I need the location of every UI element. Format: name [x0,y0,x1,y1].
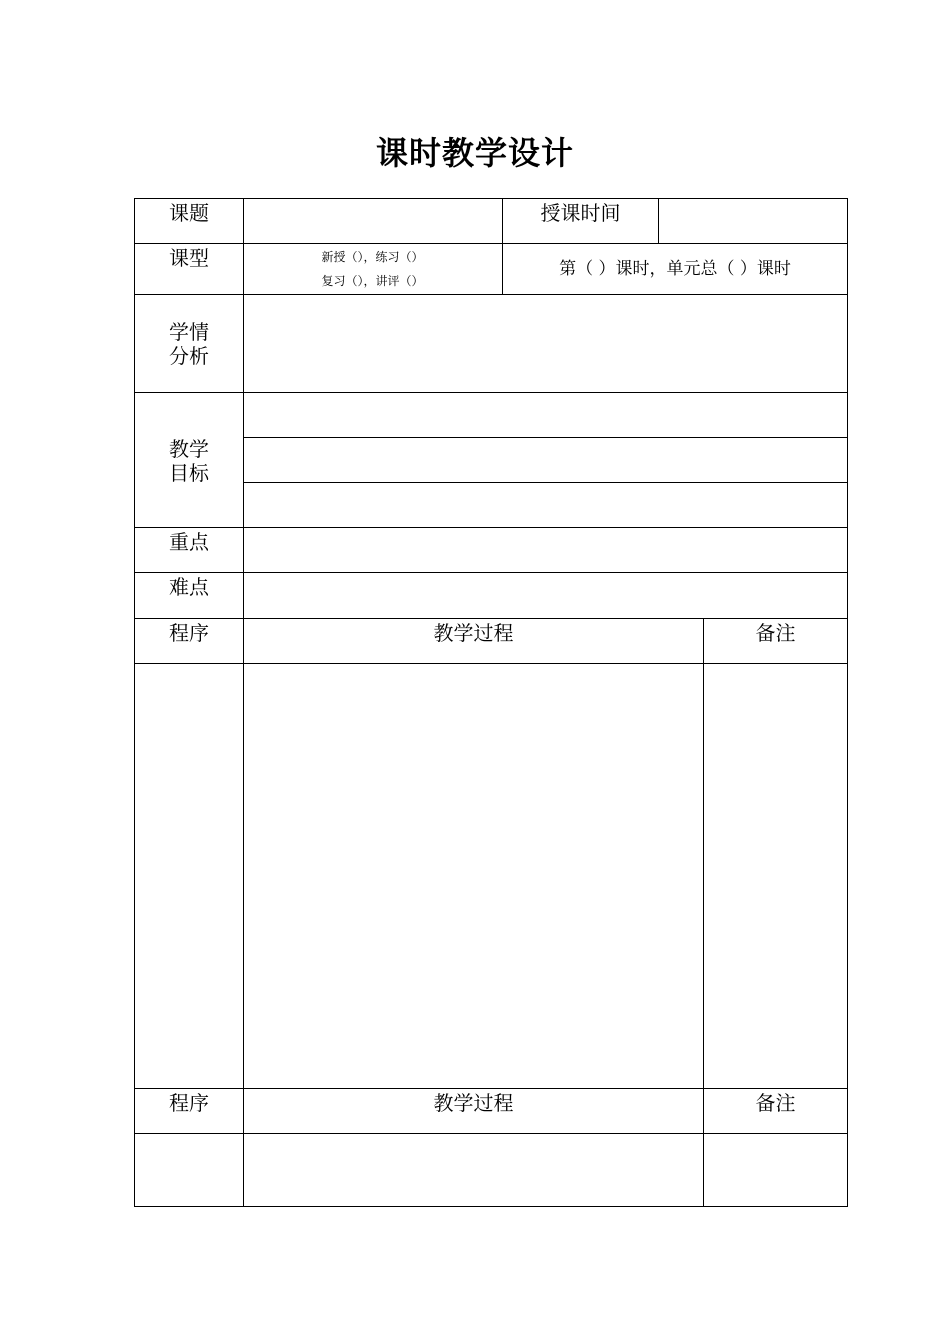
key-point-label: 重点 [169,530,209,554]
row-divider [134,1088,848,1089]
process-header: 教学过程 [433,621,514,645]
key-point-field[interactable] [244,528,847,572]
notes-header: 备注 [755,1091,796,1115]
sequence-header: 程序 [169,621,209,645]
type-options-line-1[interactable]: 新授（），练习（） [321,250,424,264]
goal-field-3[interactable] [244,483,847,527]
time-label: 授课时间 [540,201,621,225]
process-field[interactable] [244,664,703,1088]
sequence-header: 程序 [169,1091,209,1115]
difficulty-label: 难点 [169,575,209,599]
notes-header: 备注 [755,621,796,645]
sequence-field[interactable] [135,1134,243,1206]
time-field[interactable] [659,199,847,243]
notes-field[interactable] [704,664,847,1088]
process-header: 教学过程 [433,1091,514,1115]
notes-field[interactable] [704,1134,847,1206]
row-divider [134,618,848,619]
goals-label [134,437,244,485]
analysis-label-line: 分析 [169,344,209,368]
topic-field[interactable] [244,199,502,243]
goal-field-1[interactable] [244,393,847,437]
table-border-right [847,198,848,1207]
analysis-label [134,320,244,368]
goals-label-line: 目标 [169,461,209,485]
type-label: 课型 [169,246,209,270]
type-options-line-2[interactable]: 复习（），讲评（） [321,274,424,288]
goals-label-line: 教学 [169,437,209,461]
sequence-field[interactable] [135,664,243,1088]
process-field[interactable] [244,1134,703,1206]
analysis-field[interactable] [244,295,847,392]
analysis-label-line: 学情 [169,320,209,344]
period-text[interactable]: 第（ ）课时，单元总（ ）课时 [559,259,791,279]
table-border-bottom [134,1206,848,1207]
goal-field-2[interactable] [244,438,847,482]
topic-label: 课题 [169,201,209,225]
row-divider [134,243,848,244]
difficulty-field[interactable] [244,573,847,618]
page-title: 课时教学设计 [375,134,574,172]
